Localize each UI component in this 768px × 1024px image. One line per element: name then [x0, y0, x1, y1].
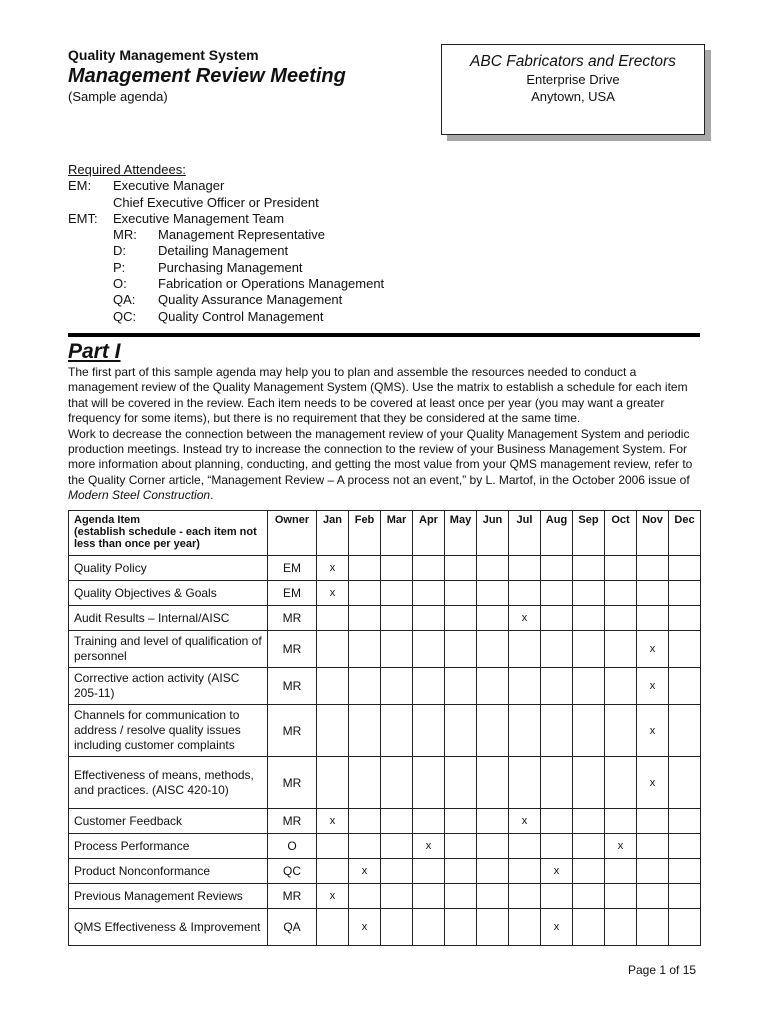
publication-name: Modern Steel Construction [68, 488, 211, 503]
schedule-cell [669, 631, 701, 668]
agenda-item-header: Agenda Item (establish schedule - each item not less than once per year) [69, 511, 268, 556]
table-row [69, 606, 701, 631]
schedule-cell [573, 809, 605, 834]
schedule-cell [637, 859, 669, 884]
schedule-cell [317, 909, 349, 946]
team-code: D: [113, 243, 126, 259]
company-name: ABC Fabricators and Erectors [470, 53, 676, 70]
schedule-cell [605, 668, 637, 705]
team-code: QC: [113, 308, 137, 324]
schedule-cell [573, 884, 605, 909]
agenda-item: Effectiveness of means, methods, and practices. (AISC 420-10) [69, 757, 268, 809]
schedule-cell [605, 556, 637, 581]
attendees-heading: Required Attendees: [68, 162, 186, 177]
schedule-cell: x [637, 668, 669, 705]
schedule-cell [477, 809, 509, 834]
schedule-cell [509, 909, 541, 946]
schedule-cell [541, 884, 573, 909]
month-header: Apr [413, 511, 445, 556]
schedule-cell [477, 606, 509, 631]
month-header: Dec [669, 511, 701, 556]
owner-cell: MR [268, 631, 317, 668]
schedule-cell [605, 705, 637, 757]
schedule-cell [413, 705, 445, 757]
team-label: Fabrication or Operations Management [158, 276, 385, 292]
intro-text [68, 365, 700, 504]
owner-cell: MR [268, 606, 317, 631]
schedule-cell [445, 834, 477, 859]
agenda-item: Product Nonconformance [69, 859, 268, 884]
schedule-cell [541, 705, 573, 757]
schedule-cell [413, 556, 445, 581]
table-row [69, 909, 701, 946]
schedule-cell [541, 668, 573, 705]
schedule-cell: x [541, 859, 573, 884]
intro-paragraph-1: The first part of this sample agenda may help you to plan and assemble the resources needed to conduct a management review of the Quality Management System (QMS). Use the matrix to establish a schedule for each item that will be covered in the review. Each item needs to be covered at least once per year (you may want a greater frequency for some items), but there is no requirement that they be considered at the same time. [68, 365, 688, 426]
schedule-cell [381, 884, 413, 909]
document-title: Management Review Meeting [68, 65, 346, 87]
schedule-cell [573, 668, 605, 705]
schedule-cell [637, 834, 669, 859]
month-header: Sep [573, 511, 605, 556]
schedule-cell [669, 909, 701, 946]
schedule-cell [477, 556, 509, 581]
owner-cell: EM [268, 556, 317, 581]
attendee-label: Executive Manager [113, 178, 225, 194]
table-row [69, 668, 701, 705]
schedule-cell [541, 834, 573, 859]
schedule-cell [477, 631, 509, 668]
attendee-label: Chief Executive Officer or President [113, 194, 319, 210]
schedule-cell [637, 809, 669, 834]
schedule-cell: x [317, 884, 349, 909]
schedule-cell [445, 705, 477, 757]
schedule-cell [445, 581, 477, 606]
team-label: Management Representative [158, 227, 325, 243]
schedule-cell [477, 705, 509, 757]
schedule-cell [445, 809, 477, 834]
schedule-cell: x [509, 606, 541, 631]
schedule-cell [349, 606, 381, 631]
attendee-code: EM: [68, 178, 92, 194]
schedule-cell [637, 556, 669, 581]
schedule-cell [317, 606, 349, 631]
schedule-cell [381, 859, 413, 884]
schedule-cell [605, 631, 637, 668]
team-member [68, 227, 384, 243]
schedule-cell [637, 884, 669, 909]
schedule-cell [669, 757, 701, 809]
schedule-cell: x [317, 581, 349, 606]
month-header: Mar [381, 511, 413, 556]
schedule-cell: x [541, 909, 573, 946]
schedule-cell [477, 668, 509, 705]
schedule-cell [509, 556, 541, 581]
schedule-cell [349, 581, 381, 606]
schedule-cell: x [637, 705, 669, 757]
schedule-cell [413, 884, 445, 909]
schedule-cell [509, 884, 541, 909]
schedule-cell [381, 757, 413, 809]
schedule-cell [477, 757, 509, 809]
schedule-cell [573, 631, 605, 668]
schedule-cell [381, 809, 413, 834]
schedule-cell [445, 606, 477, 631]
attendee-label: Executive Management Team [113, 210, 285, 226]
schedule-cell [573, 909, 605, 946]
table-row [69, 834, 701, 859]
team-code: P: [113, 259, 126, 275]
schedule-cell [445, 884, 477, 909]
team-member [68, 309, 384, 325]
table-row [69, 884, 701, 909]
schedule-cell [573, 757, 605, 809]
schedule-cell [477, 834, 509, 859]
schedule-cell [669, 834, 701, 859]
schedule-cell [381, 909, 413, 946]
schedule-cell [669, 859, 701, 884]
schedule-cell [509, 859, 541, 884]
schedule-cell [349, 705, 381, 757]
table-row [69, 581, 701, 606]
schedule-cell [509, 581, 541, 606]
month-header: Jul [509, 511, 541, 556]
schedule-cell [573, 705, 605, 757]
schedule-cell [509, 668, 541, 705]
schedule-cell [413, 909, 445, 946]
schedule-cell [669, 556, 701, 581]
table-body [69, 556, 701, 946]
table-row [69, 757, 701, 809]
team-member [68, 260, 384, 276]
schedule-cell [573, 581, 605, 606]
owner-header: Owner [268, 511, 317, 556]
schedule-cell: x [317, 556, 349, 581]
company-box [441, 44, 705, 135]
schedule-cell [317, 668, 349, 705]
schedule-cell [509, 631, 541, 668]
schedule-cell [413, 668, 445, 705]
schedule-cell [349, 668, 381, 705]
attendee-emt [68, 211, 384, 227]
system-name: Quality Management System [68, 47, 259, 63]
team-label: Quality Control Management [158, 308, 324, 324]
schedule-cell [573, 556, 605, 581]
schedule-cell [381, 631, 413, 668]
company-city: Anytown, USA [531, 89, 615, 104]
owner-cell: O [268, 834, 317, 859]
attendee-em-detail [68, 195, 384, 211]
schedule-cell [317, 834, 349, 859]
part-title: Part I [68, 340, 121, 363]
schedule-cell [349, 809, 381, 834]
schedule-cell [381, 668, 413, 705]
agenda-item: Quality Objectives & Goals [69, 581, 268, 606]
schedule-cell: x [637, 757, 669, 809]
schedule-cell [477, 581, 509, 606]
owner-cell: MR [268, 809, 317, 834]
month-header: Feb [349, 511, 381, 556]
team-list [68, 227, 384, 325]
schedule-cell [445, 909, 477, 946]
schedule-cell [669, 606, 701, 631]
schedule-cell [669, 884, 701, 909]
owner-cell: QC [268, 859, 317, 884]
owner-cell: QA [268, 909, 317, 946]
schedule-cell [413, 757, 445, 809]
team-code: MR: [113, 227, 137, 243]
month-header: Jan [317, 511, 349, 556]
schedule-cell [509, 705, 541, 757]
schedule-cell: x [509, 809, 541, 834]
month-header: May [445, 511, 477, 556]
table-row [69, 859, 701, 884]
table-row [69, 809, 701, 834]
team-member [68, 276, 384, 292]
team-code: O: [113, 276, 127, 292]
owner-cell: MR [268, 668, 317, 705]
attendee-code: EMT: [68, 210, 98, 226]
schedule-cell [573, 834, 605, 859]
schedule-cell [445, 631, 477, 668]
schedule-cell [381, 834, 413, 859]
owner-cell: MR [268, 884, 317, 909]
schedule-cell [669, 809, 701, 834]
month-header: Nov [637, 511, 669, 556]
schedule-cell [381, 581, 413, 606]
table-header-row [69, 511, 701, 556]
schedule-cell [413, 581, 445, 606]
schedule-cell [349, 884, 381, 909]
attendees-section [68, 162, 384, 325]
schedule-cell [509, 834, 541, 859]
schedule-cell [349, 757, 381, 809]
owner-cell: MR [268, 757, 317, 809]
agenda-item: Quality Policy [69, 556, 268, 581]
schedule-cell: x [605, 834, 637, 859]
agenda-item: Previous Management Reviews [69, 884, 268, 909]
schedule-cell [605, 884, 637, 909]
team-member [68, 292, 384, 308]
schedule-cell [541, 581, 573, 606]
company-street: Enterprise Drive [526, 72, 620, 87]
schedule-cell [413, 606, 445, 631]
agenda-item: Channels for communication to address / resolve quality issues including customer complaints [69, 705, 268, 757]
schedule-cell [381, 606, 413, 631]
agenda-item: Corrective action activity (AISC 205-11) [69, 668, 268, 705]
schedule-cell [605, 909, 637, 946]
schedule-table [68, 510, 701, 946]
schedule-cell [541, 809, 573, 834]
document-subtitle: (Sample agenda) [68, 89, 168, 104]
team-member [68, 243, 384, 259]
team-code: QA: [113, 292, 136, 308]
schedule-cell [637, 606, 669, 631]
schedule-cell [317, 631, 349, 668]
schedule-cell [637, 909, 669, 946]
schedule-cell [317, 757, 349, 809]
schedule-cell [605, 757, 637, 809]
team-label: Detailing Management [158, 243, 289, 259]
schedule-cell [445, 556, 477, 581]
owner-cell: EM [268, 581, 317, 606]
schedule-cell [605, 859, 637, 884]
schedule-cell [669, 705, 701, 757]
intro-paragraph-2: Work to decrease the connection between the management review of your Quality Management System and periodic production meetings. Instead try to increase the connection to the review of your Business Management System. For more information about planning, conducting, and getting the most value from your QMS management review, refer to the Quality Corner article, “Management Review – A process not an event,” by L. Martof, in the October 2006 issue of Modern Steel Construction. [68, 426, 693, 503]
agenda-item: Audit Results – Internal/AISC [69, 606, 268, 631]
schedule-cell [605, 581, 637, 606]
schedule-cell [349, 834, 381, 859]
schedule-cell [381, 705, 413, 757]
schedule-cell [605, 809, 637, 834]
schedule-cell [413, 809, 445, 834]
schedule-cell [541, 556, 573, 581]
schedule-cell [541, 757, 573, 809]
schedule-cell [349, 631, 381, 668]
schedule-cell [605, 606, 637, 631]
agenda-item: Process Performance [69, 834, 268, 859]
month-header: Aug [541, 511, 573, 556]
schedule-cell [573, 606, 605, 631]
schedule-cell [477, 859, 509, 884]
schedule-cell: x [349, 859, 381, 884]
table-row [69, 556, 701, 581]
schedule-cell: x [349, 909, 381, 946]
schedule-cell [445, 859, 477, 884]
section-divider [68, 333, 700, 337]
schedule-cell [541, 606, 573, 631]
schedule-cell [317, 705, 349, 757]
agenda-item: QMS Effectiveness & Improvement [69, 909, 268, 946]
schedule-cell [637, 581, 669, 606]
schedule-cell [445, 757, 477, 809]
schedule-cell [413, 859, 445, 884]
schedule-cell: x [637, 631, 669, 668]
schedule-cell [413, 631, 445, 668]
schedule-cell [445, 668, 477, 705]
schedule-cell [541, 631, 573, 668]
month-header: Jun [477, 511, 509, 556]
team-label: Purchasing Management [158, 259, 303, 275]
schedule-cell [477, 909, 509, 946]
team-label: Quality Assurance Management [158, 292, 343, 308]
table-row [69, 631, 701, 668]
schedule-cell: x [317, 809, 349, 834]
schedule-cell [349, 556, 381, 581]
table-row [69, 705, 701, 757]
owner-cell: MR [268, 705, 317, 757]
month-header: Oct [605, 511, 637, 556]
agenda-item: Training and level of qualification of personnel [69, 631, 268, 668]
schedule-cell [509, 757, 541, 809]
schedule-cell [573, 859, 605, 884]
attendee-em [68, 178, 384, 194]
schedule-cell [381, 556, 413, 581]
schedule-cell [669, 581, 701, 606]
agenda-item: Customer Feedback [69, 809, 268, 834]
page-number: Page 1 of 15 [628, 963, 697, 977]
schedule-cell [317, 859, 349, 884]
schedule-cell [669, 668, 701, 705]
schedule-cell [477, 884, 509, 909]
schedule-cell: x [413, 834, 445, 859]
